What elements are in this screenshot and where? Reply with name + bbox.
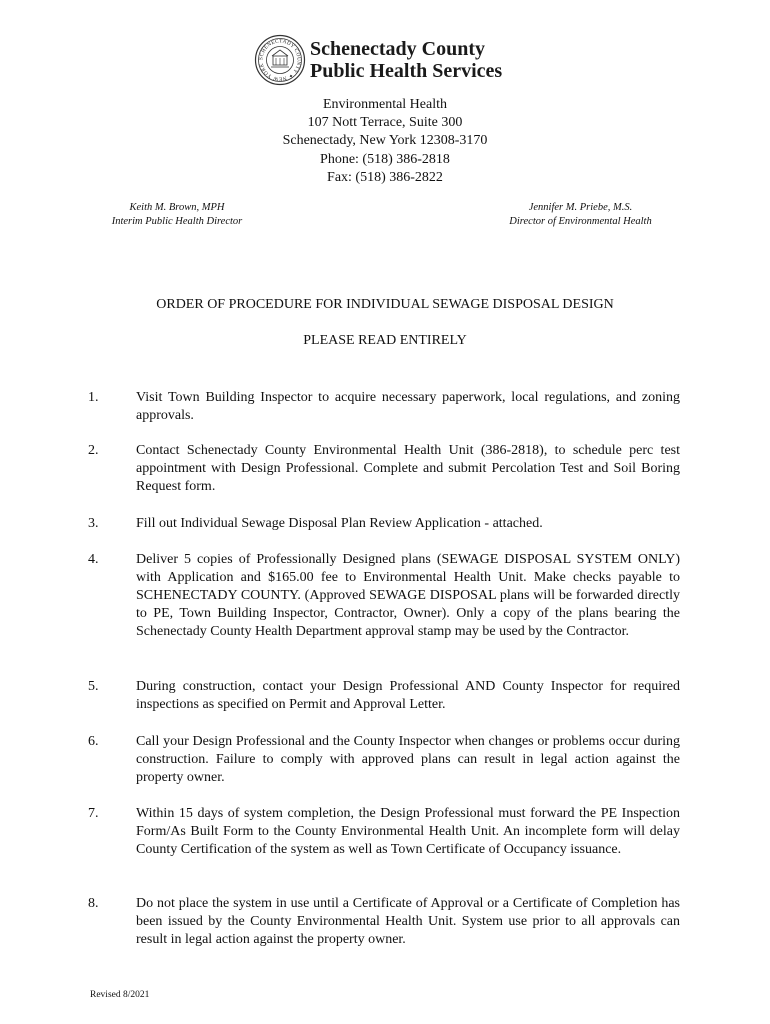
step-number: 3. bbox=[88, 516, 99, 531]
document-subtitle: PLEASE READ ENTIRELY bbox=[303, 333, 467, 348]
step-number: 1. bbox=[88, 390, 99, 405]
step-text: Call your Design Professional and the County Inspector when changes or problems occur during construction. Failure to comply with approved plans can result in legal action against the property owner. bbox=[136, 734, 680, 785]
revision-date: Revised 8/2021 bbox=[90, 990, 150, 1000]
step-text: Do not place the system in use until a Certificate of Approval or a Certificate of Completion has been issued by the County Environmental Health Unit. System use prior to all approvals can result in legal action against the property owner. bbox=[136, 896, 680, 947]
org-name-line1: Schenectady County bbox=[310, 38, 486, 60]
official-left-title: Interim Public Health Director bbox=[111, 216, 243, 227]
step-number: 4. bbox=[88, 552, 99, 567]
step-text: During construction, contact your Design Professional AND County Inspector for required inspections as specified on Permit and Approval Letter. bbox=[136, 679, 680, 712]
official-left bbox=[92, 201, 262, 229]
official-right-name: Jennifer M. Priebe, M.S. bbox=[528, 202, 633, 213]
official-right bbox=[498, 201, 663, 229]
department-name: Environmental Health bbox=[322, 97, 448, 112]
step-text: Within 15 days of system completion, the Design Professional must forward the PE Inspection Form/As Built Form to the County Environmental Health Unit. An incomplete form will delay County Certification of the system as well as Town Certificate of Occupancy issuance. bbox=[136, 806, 680, 857]
fax-number: Fax: (518) 386-2822 bbox=[327, 169, 443, 185]
city-state-zip: Schenectady, New York 12308-3170 bbox=[282, 133, 488, 149]
street-address: 107 Nott Terrace, Suite 300 bbox=[307, 115, 463, 131]
step-number: 5. bbox=[88, 679, 99, 694]
org-name-line2: Public Health Services bbox=[310, 60, 503, 82]
phone-number: Phone: (518) 386-2818 bbox=[320, 151, 450, 167]
official-right-title: Director of Environmental Health bbox=[509, 216, 652, 227]
step-text: Deliver 5 copies of Professionally Designed plans (SEWAGE DISPOSAL SYSTEM ONLY) with Application and $165.00 fee to Environmental Health Unit. Make checks payable to SCHENECTADY COUNTY. (Approved SEWAGE DISPOSAL plans will be forwarded directly to PE, Town Building Inspector, Contractor, Owner). Only a copy of the plans bearing the Schenectady County Health Department approval stamp may be used by the Contractor. bbox=[136, 552, 680, 639]
step-number: 8. bbox=[88, 896, 99, 911]
county-seal-logo bbox=[254, 34, 306, 86]
step-text: Visit Town Building Inspector to acquire necessary paperwork, local regulations, and zoning approvals. bbox=[136, 390, 680, 423]
svg-text:SCHENECTADY COUNTY ✦ NEW YORK: SCHENECTADY COUNTY ✦ NEW YORK bbox=[258, 38, 302, 82]
address-block bbox=[0, 96, 770, 187]
step-text: Contact Schenectady County Environmental Health Unit (386-2818), to schedule perc test appointment with Design Professional. Complete and submit Percolation Test and Soil Boring Request form. bbox=[136, 443, 680, 494]
organization-name bbox=[310, 38, 502, 82]
step-number: 2. bbox=[88, 443, 99, 458]
document-title: ORDER OF PROCEDURE FOR INDIVIDUAL SEWAGE DISPOSAL DESIGN bbox=[156, 297, 614, 312]
step-text: Fill out Individual Sewage Disposal Plan Review Application - attached. bbox=[136, 516, 543, 531]
step-number: 6. bbox=[88, 734, 99, 749]
official-left-name: Keith M. Brown, MPH bbox=[129, 202, 225, 213]
step-number: 7. bbox=[88, 806, 99, 821]
